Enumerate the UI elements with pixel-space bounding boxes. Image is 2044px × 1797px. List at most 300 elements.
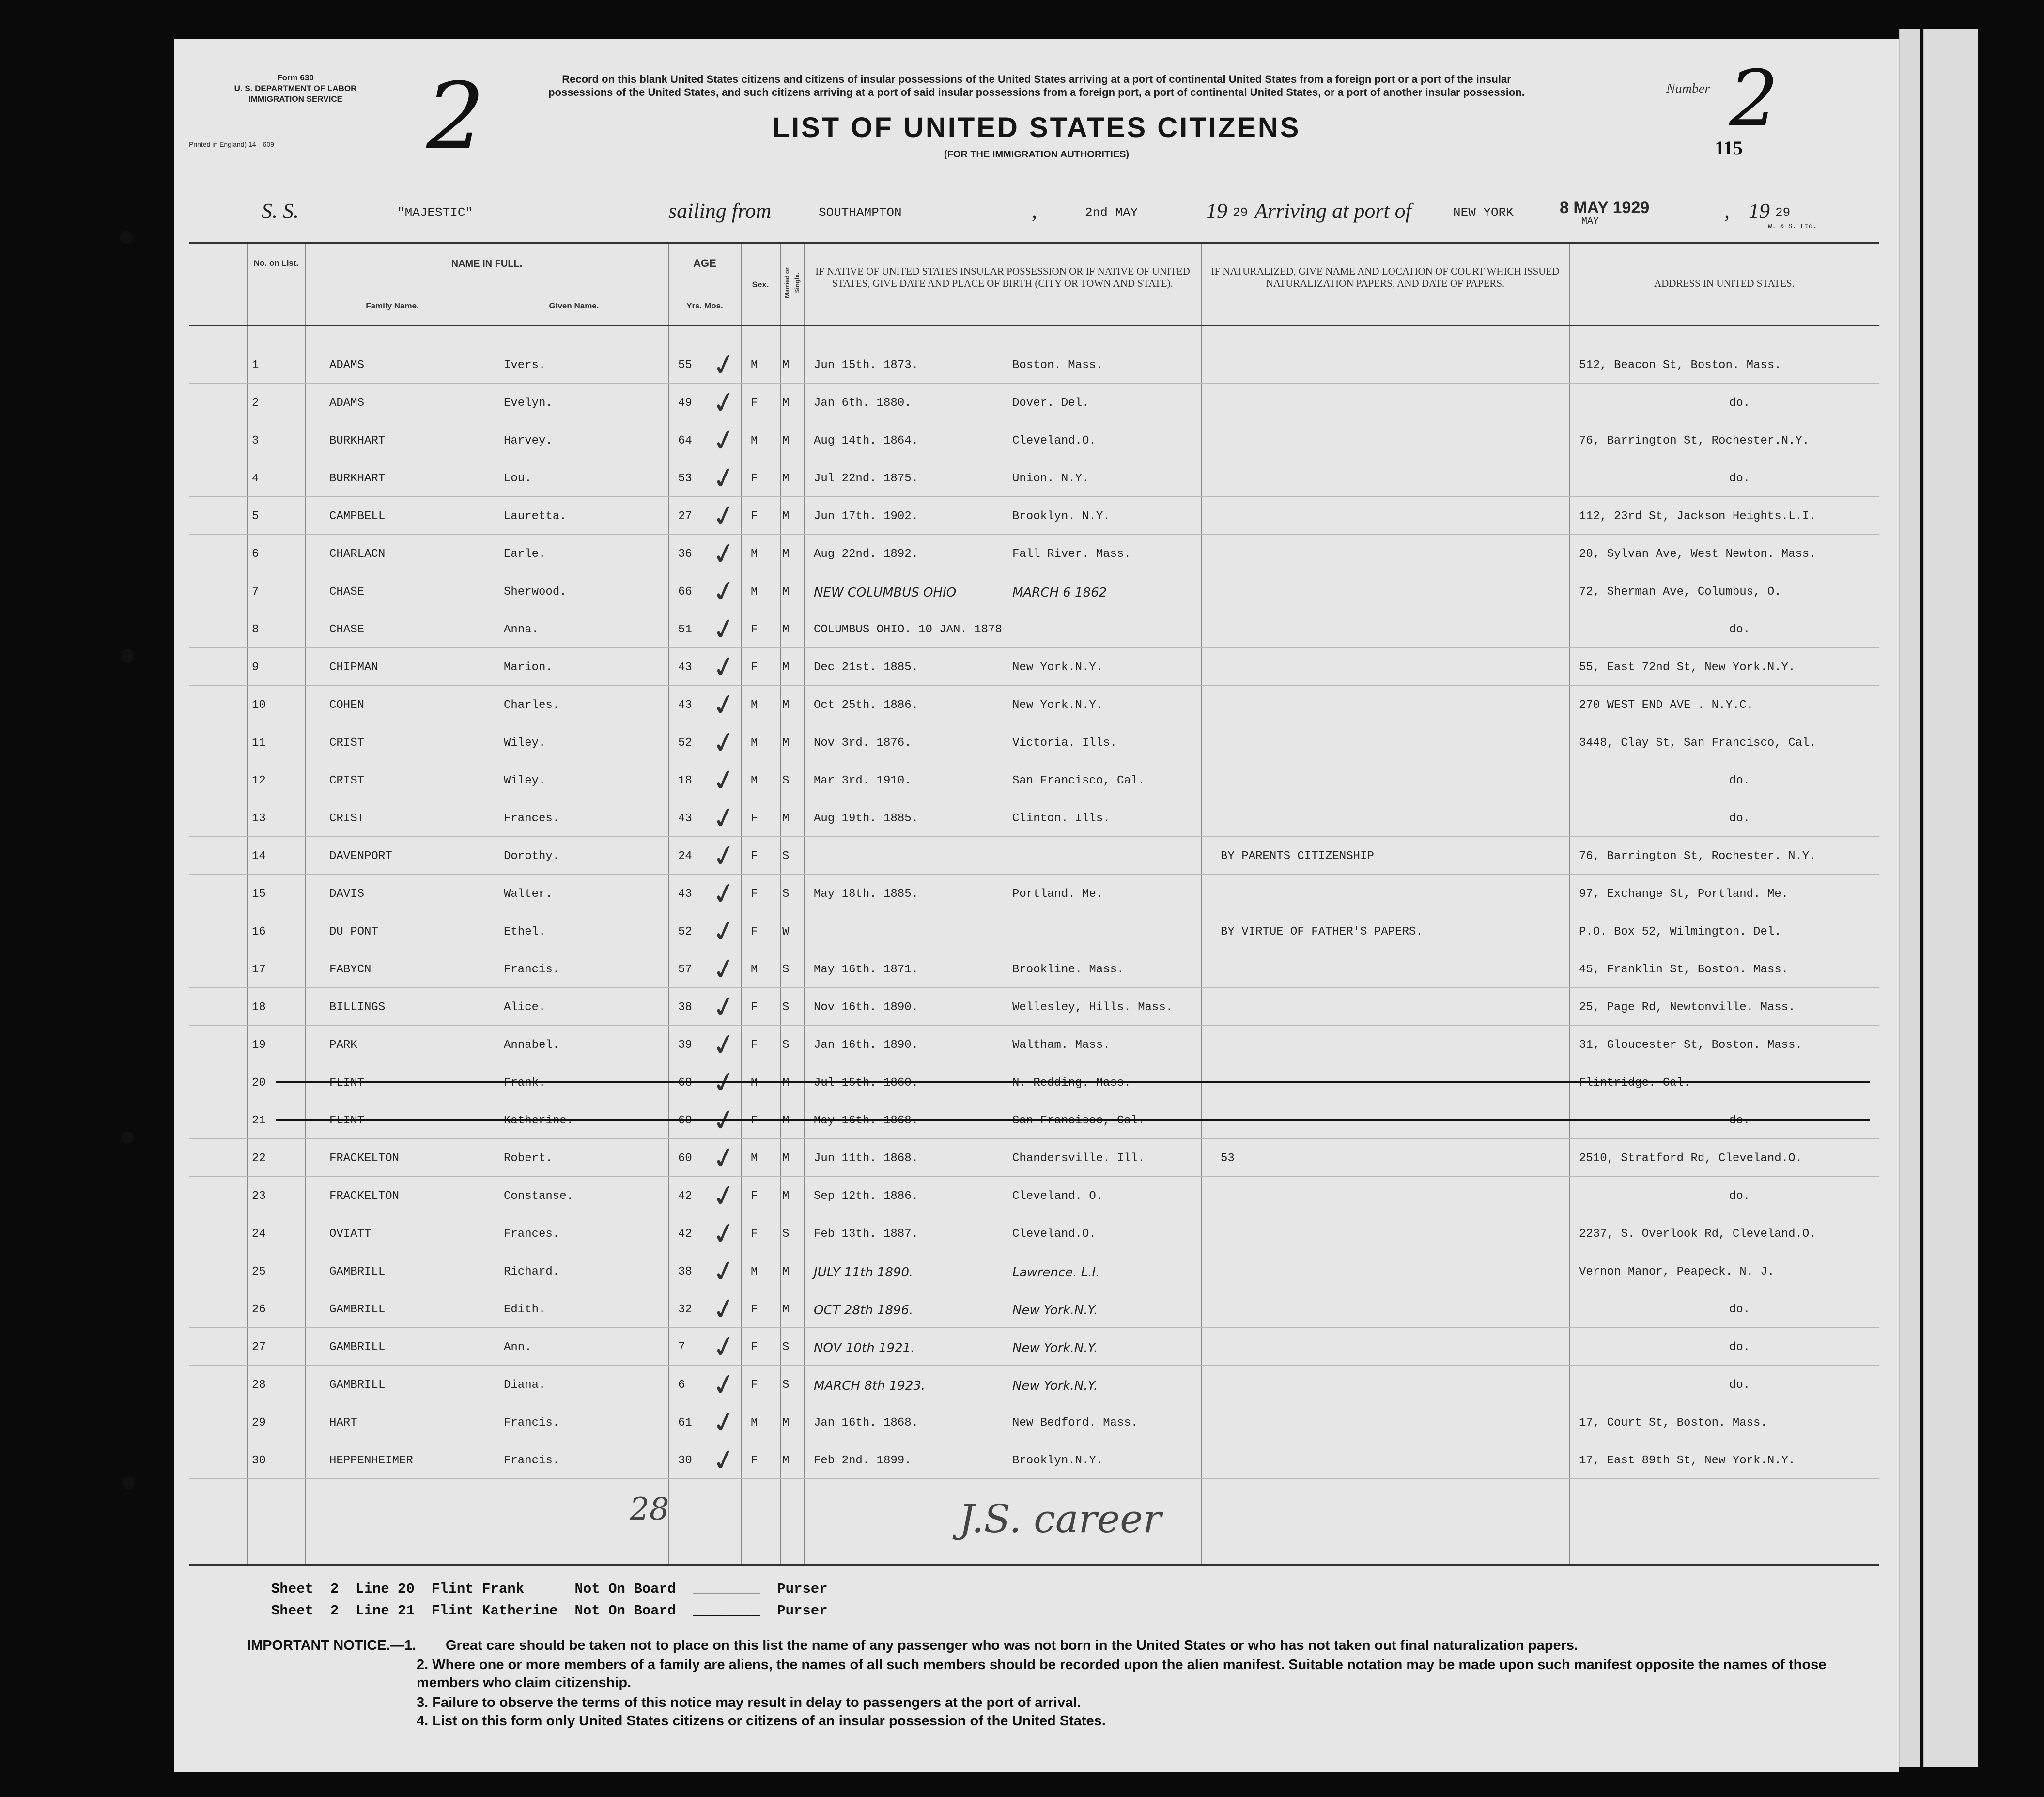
birth-date: May 16th. 1871. (814, 963, 919, 976)
birth-date: Jan 16th. 1890. (814, 1039, 919, 1052)
binder-hole (122, 1477, 135, 1490)
age-years: 53 (678, 472, 692, 485)
age-years: 27 (678, 510, 692, 523)
table-row (189, 1101, 1879, 1139)
family-name: BURKHART (329, 472, 386, 485)
form-identification (194, 73, 397, 105)
table-row (189, 874, 1879, 912)
address: 25, Page Rd, Newtonville. Mass. (1579, 1001, 1796, 1014)
sex: M (751, 963, 758, 976)
port-to: NEW YORK (1453, 205, 1514, 220)
family-name: FRACKELTON (329, 1190, 400, 1203)
given-name: Marion. (504, 661, 553, 674)
address: 2237, S. Overlook Rd, Cleveland.O. (1579, 1228, 1816, 1241)
check-mark-icon: ✓ (709, 1177, 740, 1215)
given-name: Walter. (504, 888, 553, 901)
address: 17, Court St, Boston. Mass. (1579, 1416, 1767, 1429)
birth-place: N. Redding. Mass. (1012, 1076, 1131, 1090)
row-number: 23 (252, 1190, 266, 1203)
family-name: DU PONT (329, 925, 378, 938)
given-name: Annabel. (504, 1039, 560, 1052)
row-number: 4 (252, 472, 259, 485)
birth-date: Mar 3rd. 1910. (814, 774, 912, 787)
header-address: ADDRESS IN UNITED STATES. (1654, 277, 1795, 289)
given-name: Alice. (504, 1001, 546, 1014)
sex: F (751, 397, 758, 410)
header-yrs-mos: Yrs. Mos. (686, 301, 723, 310)
arrival-month: MAY (1581, 216, 1599, 227)
row-number: 21 (252, 1114, 266, 1127)
birth-place: Cleveland. O. (1012, 1190, 1103, 1203)
given-name: Charles. (504, 699, 560, 712)
birth-place: Dover. Del. (1012, 397, 1089, 410)
check-mark-icon: ✓ (709, 1403, 740, 1442)
sex: F (751, 1379, 758, 1392)
naturalization: BY PARENTS CITIZENSHIP (1221, 850, 1374, 863)
row-number: 14 (252, 850, 266, 863)
address: do. (1729, 623, 1750, 636)
given-name: Wiley. (504, 774, 546, 787)
row-number: 30 (252, 1454, 266, 1467)
birth-place: New York.N.Y. (1012, 1341, 1098, 1355)
check-mark-icon: ✓ (709, 837, 740, 875)
family-name: GAMBRILL (329, 1265, 386, 1278)
sex: F (751, 1039, 758, 1052)
birth-date: May 18th. 1885. (814, 888, 919, 901)
birth-date: Jan 16th. 1868. (814, 1416, 919, 1429)
sex: M (751, 737, 758, 750)
row-number: 26 (252, 1303, 266, 1316)
arriving-label: Arriving at port of (1254, 199, 1411, 223)
row-number: 6 (252, 548, 259, 561)
age-years: 68 (678, 1076, 692, 1090)
notice-item-1: Great care should be taken not to place on this list the name of any passenger who was not born in the United States or who has not taken out final naturalization papers. (446, 1638, 1579, 1653)
table-row (189, 459, 1879, 497)
form-number: Form 630 (277, 73, 314, 82)
naturalization: 53 (1221, 1152, 1235, 1165)
sex: M (751, 1076, 758, 1090)
binder-hole (121, 1131, 134, 1144)
row-number: 24 (252, 1228, 266, 1241)
check-mark-icon: ✓ (709, 459, 740, 498)
marital-status: M (782, 585, 790, 599)
check-mark-icon: ✓ (709, 686, 740, 724)
sex: F (751, 623, 758, 636)
birth-place: Boston. Mass. (1012, 359, 1103, 372)
age-years: 18 (678, 774, 692, 787)
birth-place: Cleveland.O. (1012, 1228, 1096, 1241)
notice-lead: IMPORTANT NOTICE.—1. (247, 1638, 417, 1653)
age-years: 55 (678, 359, 692, 372)
address: P.O. Box 52, Wilmington. Del. (1579, 925, 1781, 938)
family-name: FABYCN (329, 963, 372, 976)
given-name: Edith. (504, 1303, 546, 1316)
marital-status: M (782, 1265, 790, 1278)
sheet-note-2: Sheet 2 Line 21 Flint Katherine Not On Board ________ Purser (271, 1603, 828, 1619)
birth-place: Fall River. Mass. (1012, 548, 1131, 561)
birth-date: Feb 2nd. 1899. (814, 1454, 912, 1467)
marital-status: W (782, 925, 790, 938)
row-number: 7 (252, 585, 259, 599)
manifest-sheet (174, 39, 1899, 1772)
address: do. (1729, 812, 1750, 825)
header-married-single: Married or Single. (783, 267, 801, 298)
age-years: 43 (678, 699, 692, 712)
check-mark-icon: ✓ (709, 1366, 740, 1404)
age-years: 6 (678, 1379, 685, 1392)
check-mark-icon: ✓ (709, 384, 740, 422)
birth-place: Lawrence. L.I. (1012, 1265, 1100, 1280)
marital-status: S (782, 1039, 790, 1052)
birth-date: Aug 19th. 1885. (814, 812, 919, 825)
sex: M (751, 359, 758, 372)
row-number: 22 (252, 1152, 266, 1165)
strike-through-line (276, 1119, 1870, 1121)
comma-2: , (1724, 199, 1730, 223)
table-row (189, 1176, 1879, 1214)
age-years: 42 (678, 1228, 692, 1241)
address: 76, Barrington St, Rochester.N.Y. (1579, 434, 1810, 447)
marital-status: M (782, 1454, 790, 1467)
table-row (189, 761, 1879, 799)
table-row (189, 496, 1879, 535)
marital-status: M (782, 434, 790, 447)
given-name: Frances. (504, 1228, 560, 1241)
age-years: 66 (678, 585, 692, 599)
notice-item-3: 3. Failure to observe the terms of this notice may result in delay to passengers at the port of arrival. (417, 1695, 1081, 1710)
given-name: Lou. (504, 472, 532, 485)
birth-place: Union. N.Y. (1012, 472, 1089, 485)
birth-place: Waltham. Mass. (1012, 1039, 1110, 1052)
comma-1: , (1032, 199, 1037, 223)
check-mark-icon: ✓ (709, 912, 740, 951)
given-name: Constanse. (504, 1190, 574, 1203)
row-number: 28 (252, 1379, 266, 1392)
sex: F (751, 1454, 758, 1467)
sex: M (751, 1416, 758, 1429)
given-name: Ivers. (504, 359, 546, 372)
birth-place: New York.N.Y. (1012, 1379, 1098, 1393)
given-name: Katherine. (504, 1114, 574, 1127)
table-row (189, 610, 1879, 648)
age-years: 61 (678, 1416, 692, 1429)
birth-date: Jul 22nd. 1875. (814, 472, 919, 485)
check-mark-icon: ✓ (709, 799, 740, 838)
notice-item-4: 4. List on this form only United States citizens or citizens of an insular possession of the United States. (417, 1713, 1106, 1729)
age-years: 60 (678, 1114, 692, 1127)
table-row (189, 647, 1879, 686)
age-years: 60 (678, 1152, 692, 1165)
year-prefix: 19 (1206, 199, 1227, 223)
family-name: FLINT (329, 1076, 365, 1090)
birth-date: Jun 17th. 1902. (814, 510, 919, 523)
port-from: SOUTHAMPTON (819, 205, 902, 220)
table-row (189, 1441, 1879, 1479)
page-edge (1923, 29, 1978, 1767)
given-name: Richard. (504, 1265, 560, 1278)
table-row (189, 572, 1879, 610)
check-mark-icon: ✓ (709, 1441, 740, 1480)
family-name: DAVENPORT (329, 850, 392, 863)
voyage-line (174, 199, 1899, 228)
birth-place: Portland. Me. (1012, 888, 1103, 901)
handwritten-sheet-number: 2 (426, 63, 485, 170)
sex: F (751, 1303, 758, 1316)
year2-suffix: 29 (1775, 205, 1791, 220)
address: Vernon Manor, Peapeck. N. J. (1579, 1265, 1775, 1278)
row-number: 13 (252, 812, 266, 825)
family-name: GAMBRILL (329, 1341, 386, 1354)
check-mark-icon: ✓ (709, 1026, 740, 1064)
check-mark-icon: ✓ (709, 535, 740, 573)
marital-status: M (782, 472, 790, 485)
family-name: CRIST (329, 774, 365, 787)
sailing-date: 2nd MAY (1085, 205, 1138, 220)
sex: M (751, 585, 758, 599)
marital-status: S (782, 850, 790, 863)
given-name: Lauretta. (504, 510, 567, 523)
age-years: 49 (678, 397, 692, 410)
birth-date: MARCH 8th 1923. (814, 1379, 926, 1393)
page-subtitle: (FOR THE IMMIGRATION AUTHORITIES) (944, 149, 1130, 160)
sex: F (751, 850, 758, 863)
printer-note: Printed in England) 14—609 (189, 140, 274, 148)
birth-date: Jun 11th. 1868. (814, 1152, 919, 1165)
given-name: Francis. (504, 963, 560, 976)
sex: F (751, 661, 758, 674)
age-years: 38 (678, 1265, 692, 1278)
marital-status: M (782, 1152, 790, 1165)
check-mark-icon: ✓ (709, 950, 740, 989)
header-sex: Sex. (752, 280, 769, 289)
address: 76, Barrington St, Rochester. N.Y. (1579, 850, 1816, 863)
family-name: CHIPMAN (329, 661, 378, 674)
family-name: CRIST (329, 812, 365, 825)
row-number: 10 (252, 699, 266, 712)
birth-place: Brookline. Mass. (1012, 963, 1124, 976)
birth-date: Jun 15th. 1873. (814, 359, 919, 372)
address: 72, Sherman Ave, Columbus, O. (1579, 585, 1781, 599)
age-years: 38 (678, 1001, 692, 1014)
check-mark-icon: ✓ (709, 1252, 740, 1291)
birth-date: Jan 6th. 1880. (814, 397, 912, 410)
family-name: ADAMS (329, 359, 365, 372)
birth-date: OCT 28th 1896. (814, 1303, 914, 1318)
table-row (189, 1365, 1879, 1403)
handwritten-number: 2 (1729, 53, 1779, 144)
given-name: Francis. (504, 1454, 560, 1467)
table-row (189, 799, 1879, 837)
family-name: PARK (329, 1039, 357, 1052)
age-years: 43 (678, 812, 692, 825)
age-years: 7 (678, 1341, 685, 1354)
table-row (189, 1063, 1879, 1101)
age-years: 39 (678, 1039, 692, 1052)
marital-status: M (782, 812, 790, 825)
row-number: 1 (252, 359, 259, 372)
marital-status: S (782, 1341, 790, 1354)
binder-hole (121, 649, 134, 663)
header-no-on-list: No. on List. (253, 259, 299, 268)
given-name: Sherwood. (504, 585, 567, 599)
marital-status: M (782, 548, 790, 561)
birth-date: Jul 15th. 1860. (814, 1076, 919, 1090)
table-row (189, 1025, 1879, 1063)
arrival-date-stamp: 8 MAY 1929 (1560, 199, 1650, 217)
age-years: 32 (678, 1303, 692, 1316)
check-mark-icon: ✓ (709, 1214, 740, 1253)
address: 55, East 72nd St, New York.N.Y. (1579, 661, 1796, 674)
birth-place: Cleveland.O. (1012, 434, 1096, 447)
strike-through-line (276, 1081, 1870, 1083)
row-number: 27 (252, 1341, 266, 1354)
header-divider (189, 325, 1879, 326)
family-name: OVIATT (329, 1228, 372, 1241)
handwritten-signature: J.S. career (959, 1496, 1161, 1541)
table-bottom-rule (189, 1564, 1879, 1566)
birth-date: Nov 16th. 1890. (814, 1001, 919, 1014)
check-mark-icon: ✓ (709, 572, 740, 611)
address: 2510, Stratford Rd, Cleveland.O. (1579, 1152, 1802, 1165)
birth-date: JULY 11th 1890. (814, 1265, 914, 1280)
check-mark-icon: ✓ (709, 761, 740, 800)
age-years: 36 (678, 548, 692, 561)
family-name: CRIST (329, 737, 365, 750)
marital-status: M (782, 510, 790, 523)
address: Flintridge. Cal. (1579, 1076, 1691, 1090)
age-years: 43 (678, 661, 692, 674)
sex: F (751, 510, 758, 523)
address: 45, Franklin St, Boston. Mass. (1579, 963, 1789, 976)
marital-status: M (782, 1076, 790, 1090)
marital-status: S (782, 1228, 790, 1241)
family-name: DAVIS (329, 888, 365, 901)
check-mark-icon: ✓ (709, 346, 740, 384)
row-number: 15 (252, 888, 266, 901)
sex: F (751, 1114, 758, 1127)
row-number: 11 (252, 737, 266, 750)
family-name: GAMBRILL (329, 1303, 386, 1316)
sex: M (751, 1265, 758, 1278)
birth-date: Aug 14th. 1864. (814, 434, 919, 447)
given-name: Anna. (504, 623, 539, 636)
row-number: 25 (252, 1265, 266, 1278)
printer-mark: W. & S. Ltd. (1768, 223, 1817, 230)
row-number: 18 (252, 1001, 266, 1014)
given-name: Ann. (504, 1341, 532, 1354)
check-mark-icon: ✓ (709, 1328, 740, 1367)
sex: F (751, 925, 758, 938)
age-years: 52 (678, 737, 692, 750)
family-name: COHEN (329, 699, 365, 712)
birth-date: Aug 22nd. 1892. (814, 548, 919, 561)
given-name: Dorothy. (504, 850, 560, 863)
address: 97, Exchange St, Portland. Me. (1579, 888, 1789, 901)
marital-status: S (782, 1379, 790, 1392)
given-name: Frank. (504, 1076, 546, 1090)
table-row (189, 685, 1879, 723)
table-row (189, 1138, 1879, 1177)
table-row (189, 345, 1879, 384)
birth-place: Clinton. Ills. (1012, 812, 1110, 825)
sex: F (751, 1228, 758, 1241)
family-name: BILLINGS (329, 1001, 386, 1014)
row-number: 17 (252, 963, 266, 976)
check-mark-icon: ✓ (709, 1101, 740, 1140)
family-name: FLINT (329, 1114, 365, 1127)
check-mark-icon: ✓ (709, 610, 740, 649)
marital-status: S (782, 1001, 790, 1014)
given-name: Frances. (504, 812, 560, 825)
record-instructions: Record on this blank United States citizens and citizens of insular possessions of the United States arriving at a port of continental United States from a foreign port or a port of the insular possessions of the United States, and such citizens arriving at a port of said insular possessions from a foreign port, a port of continental United States, or a port of another insular possession. (548, 73, 1525, 98)
family-name: CHARLACN (329, 548, 386, 561)
marital-status: M (782, 1190, 790, 1203)
family-name: ADAMS (329, 397, 365, 410)
check-mark-icon: ✓ (709, 421, 740, 460)
row-number: 2 (252, 397, 259, 410)
sex: M (751, 699, 758, 712)
row-number: 20 (252, 1076, 266, 1090)
page-number: 115 (1715, 137, 1743, 159)
check-mark-icon: ✓ (709, 1290, 740, 1329)
family-name: HART (329, 1416, 357, 1429)
sex: F (751, 472, 758, 485)
header-naturalized: IF NATURALIZED, GIVE NAME AND LOCATION OF COURT WHICH ISSUED NATURALIZATION PAPERS, AND DATE OF PAPERS. (1211, 265, 1560, 289)
family-name: CAMPBELL (329, 510, 386, 523)
sex: M (751, 548, 758, 561)
row-number: 29 (252, 1416, 266, 1429)
birth-place: New York.N.Y. (1012, 661, 1103, 674)
header-given-name: Given Name. (549, 301, 599, 310)
header-family-name: Family Name. (366, 301, 419, 310)
address: do. (1729, 1303, 1750, 1316)
handwritten-mark: 28 (630, 1491, 669, 1527)
birth-place: Wellesley, Hills. Mass. (1012, 1001, 1173, 1014)
given-name: Ethel. (504, 925, 546, 938)
check-mark-icon: ✓ (709, 875, 740, 913)
row-number: 8 (252, 623, 259, 636)
family-name: CHASE (329, 585, 365, 599)
check-mark-icon: ✓ (709, 1139, 740, 1178)
birth-place: San Francisco, Cal. (1012, 1114, 1145, 1127)
birth-date: Oct 25th. 1886. (814, 699, 919, 712)
row-number: 3 (252, 434, 259, 447)
row-number: 12 (252, 774, 266, 787)
address: do. (1729, 774, 1750, 787)
sailing-label: sailing from (668, 199, 772, 223)
check-mark-icon: ✓ (709, 648, 740, 687)
passenger-table (189, 242, 1879, 1566)
birth-place: Victoria. Ills. (1012, 737, 1117, 750)
family-name: GAMBRILL (329, 1379, 386, 1392)
year-suffix: 29 (1233, 205, 1248, 220)
table-row (189, 1403, 1879, 1441)
address: do. (1729, 1114, 1750, 1127)
check-mark-icon: ✓ (709, 497, 740, 536)
given-name: Diana. (504, 1379, 546, 1392)
sex: F (751, 1190, 758, 1203)
check-mark-icon: ✓ (709, 1063, 740, 1102)
marital-status: S (782, 888, 790, 901)
sex: F (751, 888, 758, 901)
age-years: 24 (678, 850, 692, 863)
row-number: 5 (252, 510, 259, 523)
birth-place: New York.N.Y. (1012, 699, 1103, 712)
header-name-in-full: NAME IN FULL. (451, 259, 523, 269)
table-row (189, 723, 1879, 761)
sheet-note-1: Sheet 2 Line 20 Flint Frank Not On Board ________ Purser (271, 1581, 828, 1597)
department-name: U. S. DEPARTMENT OF LABOR (234, 84, 357, 93)
